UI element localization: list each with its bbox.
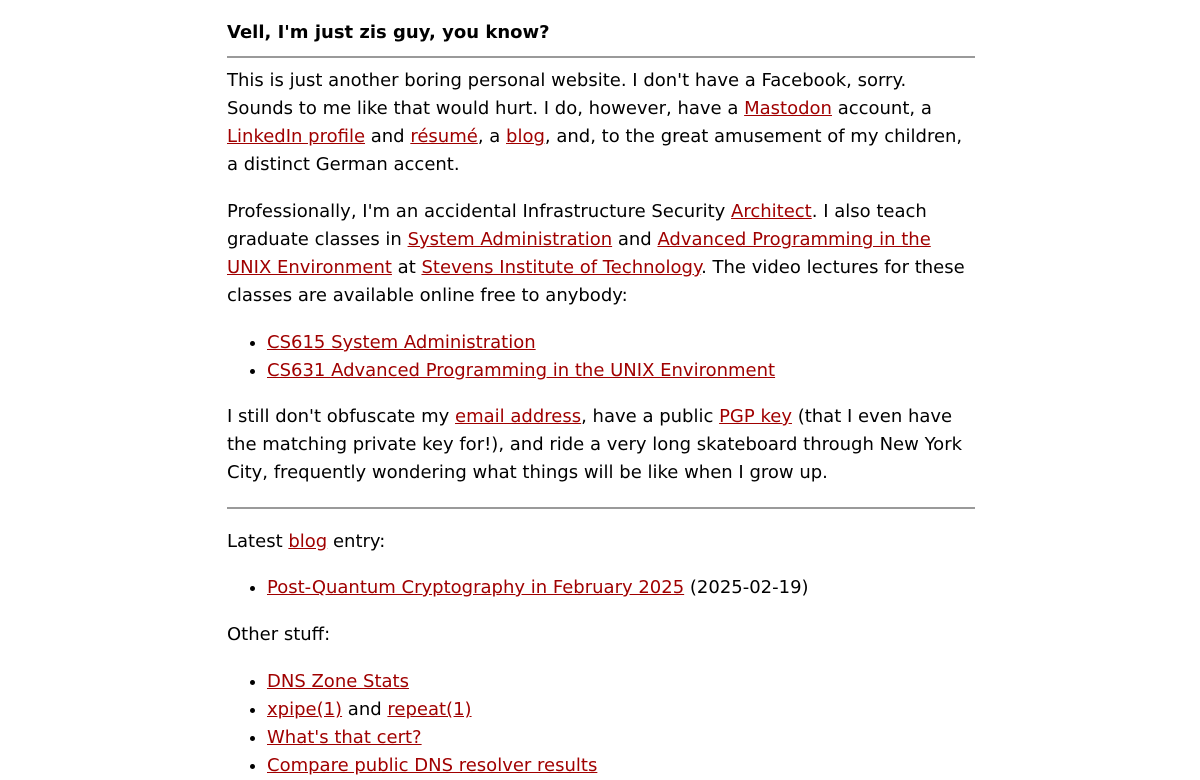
course-list <box>227 329 975 385</box>
other-stuff-label: Other stuff: <box>227 624 331 645</box>
pgp-key-link[interactable]: PGP key <box>719 406 792 427</box>
list-item: • xpipe(1) and repeat(1) <box>267 696 975 724</box>
apue-link[interactable]: Advanced Programming in the UNIX Environment <box>227 229 931 278</box>
email-link[interactable]: email address <box>455 406 582 427</box>
blog-entry-date: (2025-02-19) <box>689 577 809 598</box>
system-administration-link[interactable]: System Administration <box>407 229 613 250</box>
linkedin-link[interactable]: LinkedIn profile <box>227 126 366 147</box>
intro-paragraph: This is just another boring personal website. I don't have a Facebook, sorry. Sounds to me like that would hurt. I do, however, have a Mastodon account, a LinkedIn profile and résumé, a blog, and, to the great amusement of my children, a distinct German accent. <box>227 70 963 175</box>
blog-entry-link[interactable]: Post-Quantum Cryptography in February 2025 <box>267 577 685 598</box>
list-item <box>267 357 975 385</box>
cs615-link[interactable]: CS615 System Administration <box>267 332 536 353</box>
latest-entry-list <box>227 574 975 602</box>
list-item <box>267 668 975 696</box>
dns-zone-stats-link[interactable]: DNS Zone Stats <box>267 671 409 692</box>
mastodon-link[interactable]: Mastodon <box>744 98 832 119</box>
latest-blog-link[interactable]: blog <box>288 531 328 552</box>
list-item <box>267 574 975 602</box>
list-item <box>267 752 975 780</box>
professional-paragraph: Professionally, I'm an accidental Infrastructure Security Architect. I also teach graduate classes in System Administration and Advanced Programming in the UNIX Environment at Stevens Institute of Technology. The video lectures for these classes are available online free to anybody: <box>227 201 965 306</box>
repeat-link[interactable]: repeat(1) <box>387 699 472 720</box>
stevens-link[interactable]: Stevens Institute of Technology <box>421 257 702 278</box>
list-item <box>267 329 975 357</box>
xpipe-link[interactable]: xpipe(1) <box>267 699 343 720</box>
blog-link[interactable]: blog <box>506 126 545 147</box>
resume-link[interactable]: résumé <box>410 126 478 147</box>
divider-middle <box>227 507 975 509</box>
page-content <box>227 18 975 780</box>
dns-resolver-compare-link[interactable]: Compare public DNS resolver results <box>267 755 598 776</box>
page-title: Vell, I'm just zis guy, you know? <box>227 22 550 43</box>
list-item <box>267 724 975 752</box>
architect-link[interactable]: Architect <box>731 201 812 222</box>
contact-paragraph: I still don't obfuscate my email address, have a public PGP key (that I even have the matching private key for!), and ride a very long skateboard through New York City, frequently wondering what things will be like when I grow up. <box>227 406 963 483</box>
latest-blog-label: Latest blog entry: <box>227 531 386 552</box>
whats-that-cert-link[interactable]: What's that cert? <box>267 727 422 748</box>
divider-top <box>227 56 975 58</box>
cs631-link[interactable]: CS631 Advanced Programming in the UNIX Environment <box>267 360 776 381</box>
other-stuff-list <box>227 668 975 780</box>
